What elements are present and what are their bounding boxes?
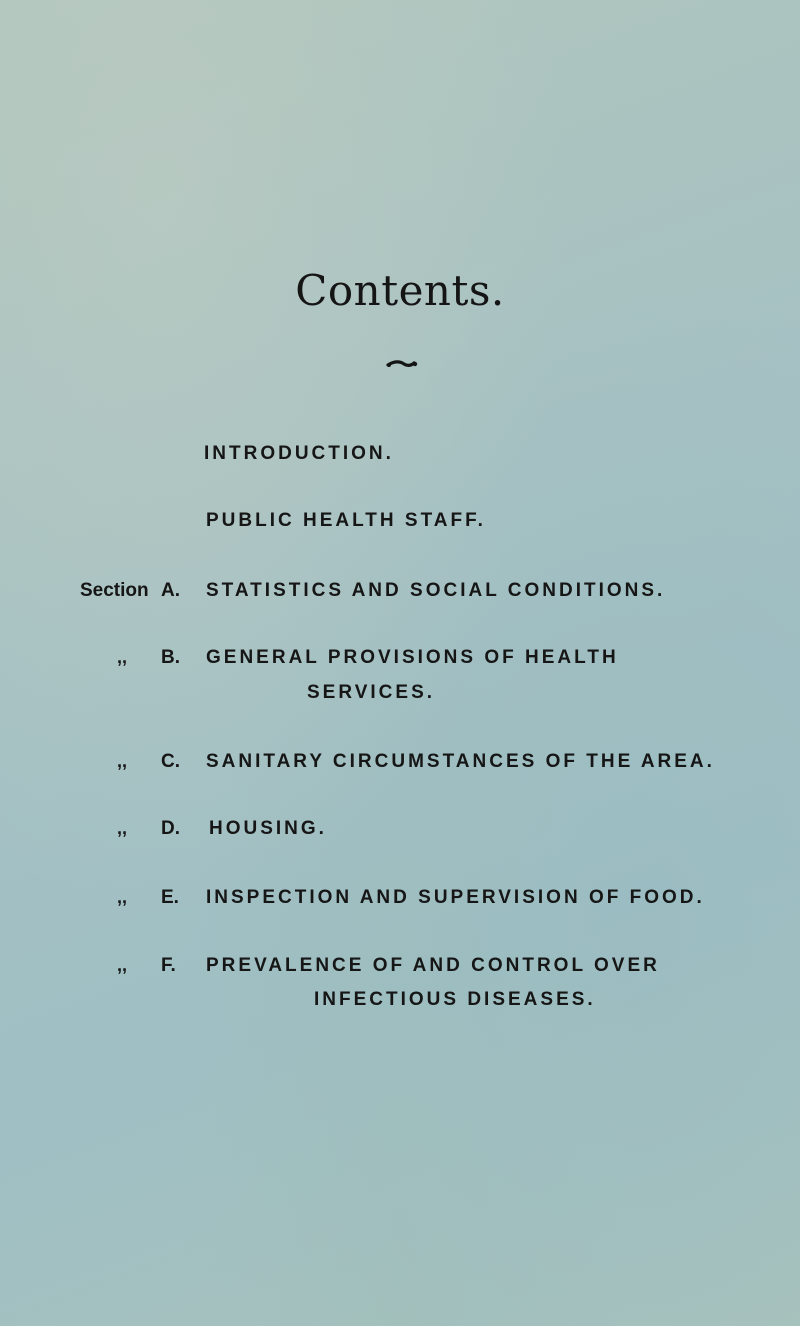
section-e-title: INSPECTION AND SUPERVISION OF FOOD. [206, 887, 705, 908]
section-letter-a: A. [161, 580, 180, 601]
ditto-mark: ,, [117, 887, 128, 907]
section-b-title: GENERAL PROVISIONS OF HEALTH [206, 647, 619, 668]
section-label [80, 580, 149, 602]
section-letter-f: F. [161, 955, 176, 976]
section-f-title: PREVALENCE OF AND CONTROL OVER [206, 955, 660, 976]
section-letter-d: D. [161, 818, 180, 839]
contents-entry-introduction: INTRODUCTION. [204, 443, 394, 464]
dash-flourish-icon [386, 356, 418, 370]
ditto-mark: ,, [117, 818, 128, 838]
section-letter-c: C. [161, 751, 180, 772]
section-f-title-continued: INFECTIOUS DISEASES. [314, 989, 596, 1010]
section-letter-e: E. [161, 887, 179, 908]
section-c-title: SANITARY CIRCUMSTANCES OF THE AREA. [206, 751, 715, 772]
section-a-title: STATISTICS AND SOCIAL CONDITIONS. [206, 580, 666, 601]
ditto-mark: ,, [117, 955, 128, 975]
page-title: Contents. [295, 266, 505, 315]
section-word: Section [80, 580, 149, 601]
section-letter-b: B. [161, 647, 180, 668]
ditto-mark: ,, [117, 751, 128, 771]
section-b-title-continued: SERVICES. [307, 682, 436, 703]
section-d-title: HOUSING. [209, 818, 327, 839]
ditto-mark: ,, [117, 647, 128, 667]
contents-entry-public-health-staff: PUBLIC HEALTH STAFF. [206, 510, 486, 531]
